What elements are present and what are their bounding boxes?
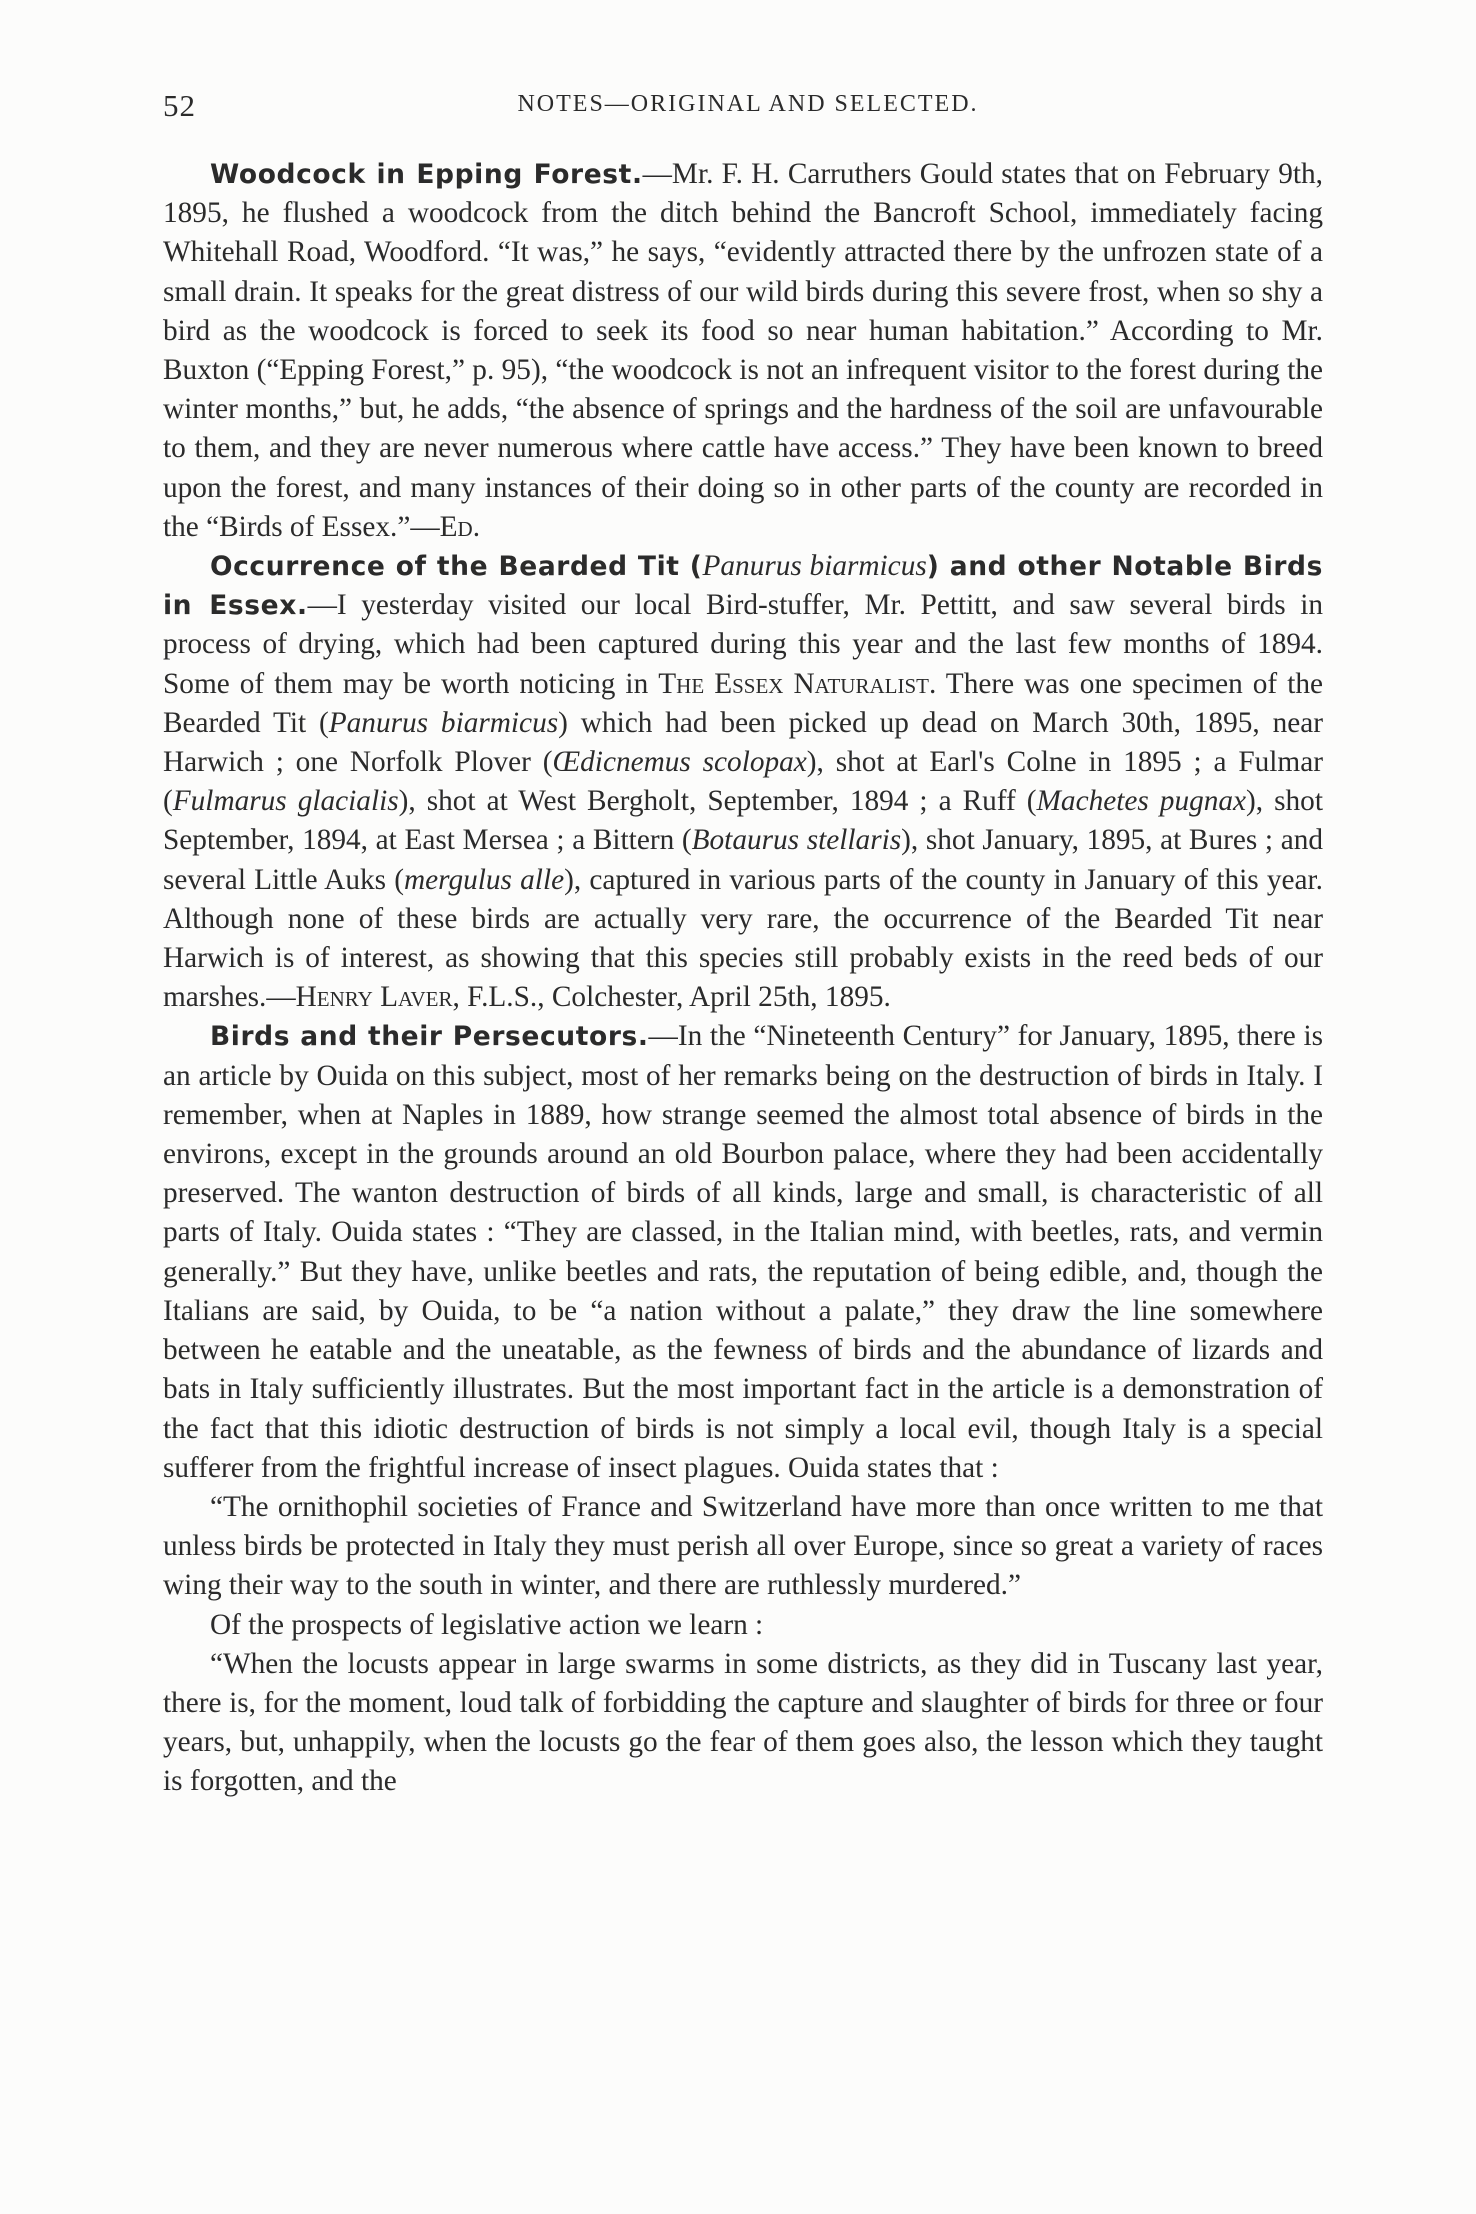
editor-signature: Ed.: [439, 510, 481, 543]
journal-title: The Essex Naturalist: [658, 667, 929, 700]
note-text: —I yesterday visited our local Bird-stuffer, Mr. Pettitt, and saw several birds in process of drying, which had been captured during this year and the last few months of 1894. Some of them may be worth noticing in: [163, 589, 1323, 700]
note-text: —In the “Nineteenth Century” for January, 1895, there is an article by Ouida on this subject, most of her remarks being on the destruction of birds in Italy. I remember, when at Naples in 1889, how strange seemed the almost total absence of birds in the environs, except in the grounds around an old Bourbon palace, where they had been accidentally preserved. The wanton destruction of birds of all kinds, large and small, is characteristic of all parts of Italy. Ouida states : “They are classed, in the Italian mind, with beetles, rats, and vermin generally.” But they have, unlike beetles and rats, the reputation of being edible, and, though the Italians are said, by Ouida, to be “a nation without a palate,” they draw the line somewhere between he eatable and the uneatable, as the fewness of birds and the abundance of lizards and bats in Italy sufficiently illustrates. But the most important fact in the article is a demonstration of the fact that this idiotic destruction of birds is not simply a local evil, though Italy is a special sufferer from the frightful increase of insect plagues. Ouida states that :: [163, 1020, 1323, 1484]
note-text: —Mr. F. H. Carruthers Gould states that on February 9th, 1895, he flushed a woodcock from the ditch behind the Bancroft School, immediately facing Whitehall Road, Woodford. “It was,” he says, “evidently attracted there by the unfrozen state of a small drain. It speaks for the great distress of our wild birds during this severe frost, when so shy a bird as the woodcock is forced to seek its food so near human habitation.” According to Mr. Buxton (“Epping Forest,” p. 95), “the woodcock is not an infrequent visitor to the forest during the winter months,” but, he adds, “the absence of springs and the hardness of the soil are unfavourable to them, and they are never numerous where cattle have access.” They have been known to breed upon the forest, and many instances of their doing so in other parts of the county are recorded in the “Birds of Essex.”—: [163, 158, 1323, 543]
note-text: ), shot January, 1895, at Bures ; and several Little Auks (: [163, 824, 1323, 896]
note-text: ), shot at West Bergholt, September, 1894 ; a Ruff (: [398, 785, 1037, 818]
page-number: 52: [163, 88, 196, 123]
note-text: ), shot September, 1894, at East Mersea ; a Bittern (: [163, 785, 1323, 857]
note-woodcock: [163, 155, 1323, 547]
species-name: Botaurus stellaris: [691, 824, 902, 857]
note-text: ) which had been picked up dead on March 30th, 1895, near Harwich ; one Norfolk Plover (: [163, 706, 1323, 779]
species-name: mergulus alle: [404, 863, 565, 896]
note-text: . There was one specimen of the Bearded Tit (: [163, 667, 1323, 739]
heading-species-name: Panurus biarmicus: [702, 550, 927, 583]
note-persecutors: [163, 1017, 1323, 1487]
block-quote: “When the locusts appear in large swarms in some districts, as they did in Tuscany last year, there is, for the moment, loud talk of forbidding the capture and slaughter of birds for three or four years, but, unhappily, when the locusts go the fear of them goes also, the lesson which they taught is forgotten, and the: [163, 1647, 1323, 1798]
species-name: Fulmarus glacialis: [172, 785, 399, 818]
note-text: , F.L.S., Colchester, April 25th, 1895.: [452, 981, 891, 1014]
note-heading: Woodcock in Epping Forest.: [210, 159, 643, 190]
page-body: [163, 155, 1323, 1802]
species-name: Machetes pugnax: [1036, 785, 1247, 818]
note-bearded-tit: [163, 547, 1323, 1017]
note-text: ), shot at Earl's Colne in 1895 ; a Fulmar (: [163, 746, 1323, 818]
note-text: ), captured in various parts of the county in January of this year. Although none of these birds are actually very rare, the occurrence of the Bearded Tit near Harwich is of interest, as showing that this species still probably exists in the reed beds of our marshes.—: [163, 863, 1323, 1014]
species-name: Œdicnemus scolopax: [552, 746, 807, 779]
note-heading: Occurrence of the Bearded Tit (: [210, 551, 703, 583]
species-name: Panurus biarmicus: [328, 706, 559, 739]
author-name: Henry Laver: [295, 981, 453, 1014]
block-quote: “The ornithophil societies of France and Switzerland have more than once written to me that unless birds be protected in Italy they must perish all over Europe, since so great a variety of races wing their way to the south in winter, and there are ruthlessly murdered.”: [163, 1490, 1323, 1602]
note-heading-cont: ) and other Notable Birds in Essex.: [163, 551, 1323, 622]
bridge-text: Of the prospects of legislative action we learn :: [210, 1608, 764, 1641]
page-header: [163, 88, 1333, 128]
running-head: NOTES—ORIGINAL AND SELECTED.: [517, 91, 979, 117]
note-heading: Birds and their Persecutors.: [210, 1021, 649, 1053]
